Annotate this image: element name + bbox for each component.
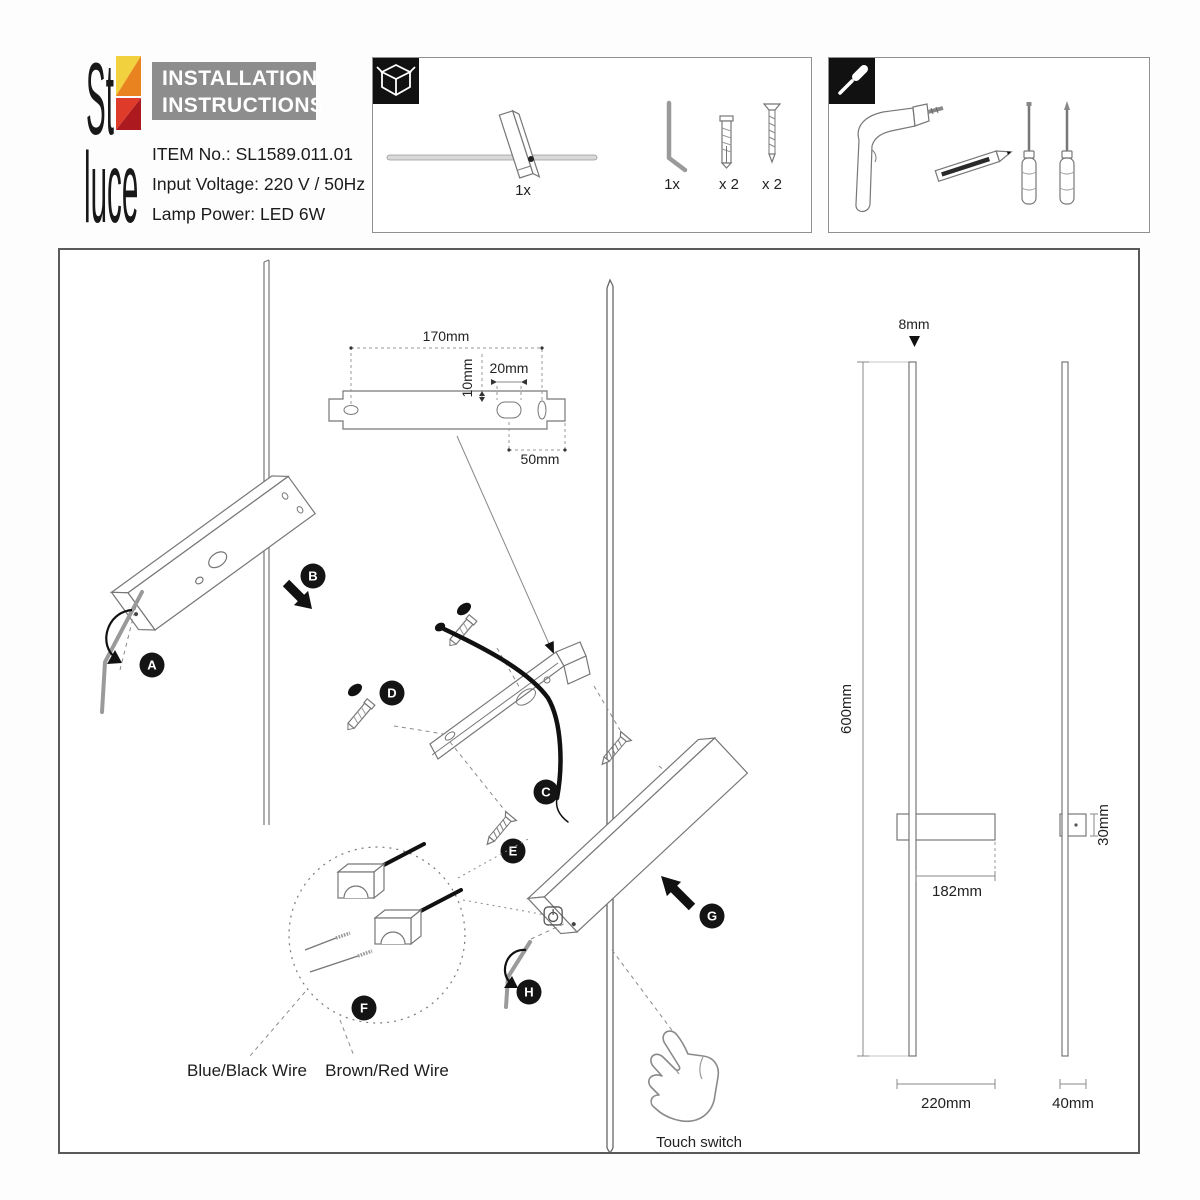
- wire2-label: Brown/Red Wire: [325, 1061, 449, 1080]
- wiring-detail: [289, 838, 557, 1023]
- lamp-part: [387, 109, 597, 182]
- svg-text:D: D: [387, 685, 397, 701]
- dim-30mm: 30mm: [1095, 804, 1112, 846]
- flat-screwdriver-icon: [1022, 102, 1036, 204]
- brand-logo: [74, 50, 164, 235]
- wire1-label: Blue/Black Wire: [187, 1061, 307, 1080]
- dim-20mm: 20mm: [489, 360, 529, 376]
- title-line-2: INSTRUCTIONS: [162, 94, 325, 117]
- svg-text:F: F: [360, 1000, 368, 1016]
- bracket-drawing: [329, 328, 567, 654]
- dimension-side-view: [1052, 362, 1112, 1112]
- screw-qty: x 2: [761, 176, 783, 193]
- dimension-front-view: [838, 316, 995, 1112]
- svg-text:luce: luce: [84, 131, 139, 235]
- lamp-power: Lamp Power: LED 6W: [152, 204, 326, 224]
- dim-40mm: 40mm: [1052, 1095, 1094, 1112]
- spec-block: [152, 139, 365, 229]
- package-contents-panel: [372, 57, 812, 233]
- dim-600mm: 600mm: [838, 683, 855, 735]
- hex-key-qty: 1x: [664, 176, 680, 193]
- step-marker-c: [534, 780, 559, 805]
- wall-plug-part: [720, 116, 733, 168]
- item-number: ITEM No.: SL1589.011.01: [152, 144, 354, 164]
- main-diagram-panel: [58, 248, 1140, 1154]
- touch-hand-icon: [649, 1031, 719, 1121]
- svg-text:B: B: [308, 568, 318, 584]
- drill-icon: [856, 104, 943, 212]
- step-marker-b: [301, 564, 326, 589]
- step-marker-d: [380, 681, 405, 706]
- step-marker-a: [140, 653, 165, 678]
- dim-50mm: 50mm: [520, 451, 560, 467]
- tools-panel: [828, 57, 1150, 233]
- screwdriver-icon: [829, 58, 875, 104]
- hex-key-part: [669, 103, 685, 170]
- screw-upper: [597, 732, 632, 769]
- phillips-screwdriver-icon: [1060, 101, 1074, 204]
- title-banner: [152, 62, 325, 120]
- svg-text:St: St: [86, 50, 114, 156]
- svg-text:G: G: [706, 908, 718, 924]
- title-line-1: INSTALLATION: [162, 67, 318, 90]
- pencil-icon: [935, 147, 1013, 182]
- svg-text:H: H: [524, 984, 534, 1000]
- dim-8mm: 8mm: [898, 316, 930, 332]
- wire2-leader: [340, 1020, 354, 1056]
- lamp-qty: 1x: [515, 182, 531, 199]
- step-marker-f: [352, 996, 377, 1021]
- mounting-bracket: [430, 642, 590, 759]
- guide-screw-lower: [450, 742, 506, 812]
- svg-text:C: C: [541, 784, 551, 800]
- wire1-leader: [250, 992, 305, 1056]
- step-marker-g: [700, 904, 725, 929]
- touch-leader: [612, 950, 674, 1033]
- dim-170mm: 170mm: [422, 328, 470, 344]
- wall-plug-qty: x 2: [718, 176, 740, 193]
- dim-10mm: 10mm: [459, 358, 475, 398]
- wall-plug-step-d1: [446, 600, 521, 690]
- svg-text:A: A: [147, 657, 157, 673]
- dim-220mm: 220mm: [920, 1095, 972, 1112]
- logo-triangles: [116, 56, 141, 130]
- screw-part: [764, 104, 780, 162]
- dim-182mm: 182mm: [931, 883, 983, 900]
- lamp-body-open: [112, 468, 316, 637]
- input-voltage: Input Voltage: 220 V / 50Hz: [152, 174, 366, 194]
- step-marker-h: [517, 980, 542, 1005]
- arrow-g: [661, 876, 695, 910]
- package-icon: [373, 58, 419, 104]
- touch-switch-label: Touch switch: [656, 1134, 742, 1151]
- svg-text:E: E: [508, 843, 518, 859]
- logo-text-luce: [84, 131, 138, 235]
